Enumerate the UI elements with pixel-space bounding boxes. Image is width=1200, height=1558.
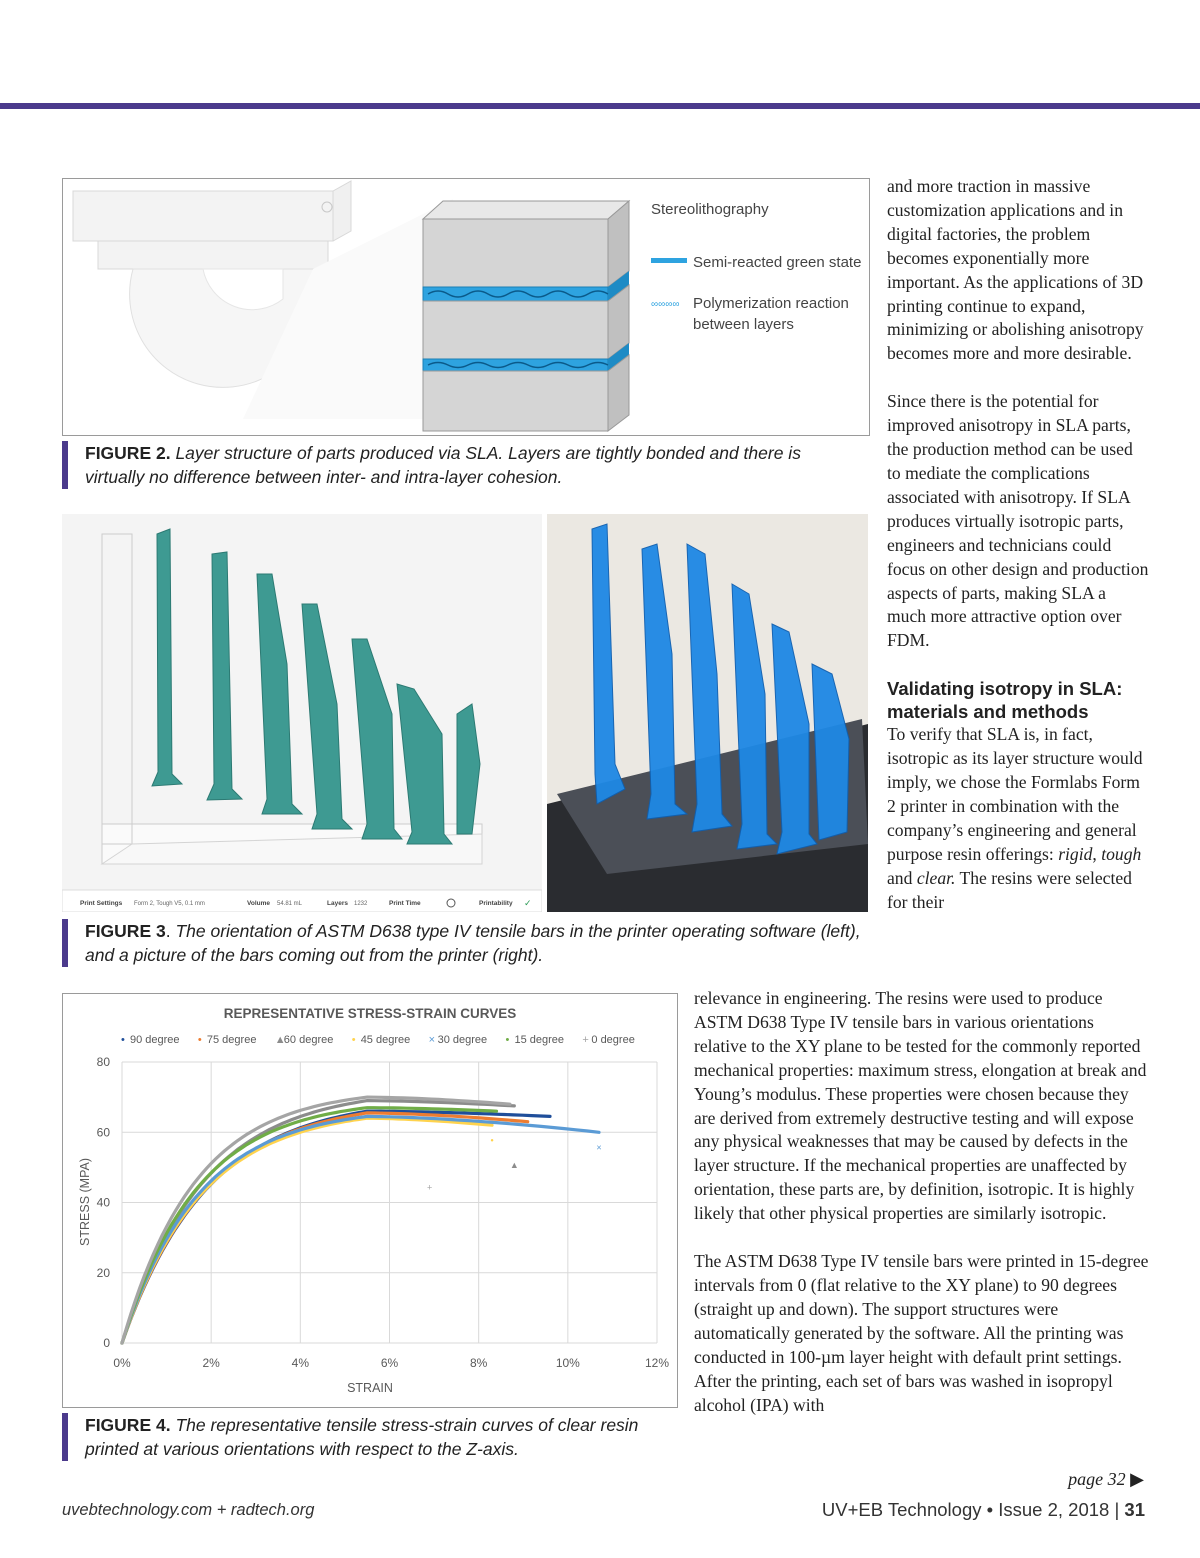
x-tick-label: 4% bbox=[291, 1356, 310, 1370]
paragraph-4: relevance in engineering. The resins were used to produce ASTM D638 Type IV tensile bars in various orientations relative to the XY plane to be tested for the commonly reported mechanical properties: maximum stress, elongation at break and Young’s modulus. These properties were chosen because they are derived from extremely destructive testing and will expose any physical weaknesses that may be caused by defects in the layer structure. If the mechanical properties are unaffected by orientation, these parts are, by definition, isotropic. It is highly likely that other physical properties are similarly isotropic. bbox=[694, 988, 1147, 1224]
print-time-label: Print Time bbox=[389, 900, 421, 907]
legend-marker: + bbox=[582, 1034, 589, 1046]
figure-3-caption: FIGURE 3. The orientation of ASTM D638 type IV tensile bars in the printer operating software (left), and a picture of the bars coming out from the printer (right). bbox=[62, 919, 875, 967]
figure-3-software-view bbox=[62, 514, 542, 912]
y-tick-label: 40 bbox=[96, 1195, 110, 1210]
legend-entry: 15 degree bbox=[514, 1034, 565, 1046]
legend-entry: 30 degree bbox=[437, 1034, 488, 1046]
break-point-marker: ▲ bbox=[509, 1159, 519, 1170]
legend-entry: 60 degree bbox=[283, 1034, 334, 1046]
y-tick-label: 0 bbox=[103, 1336, 110, 1350]
chart-legend bbox=[121, 1034, 635, 1046]
curve-45-degree bbox=[122, 1118, 492, 1343]
legend-poly-2: between layers bbox=[693, 316, 794, 333]
paragraph-5: The ASTM D638 Type IV tensile bars were printed in 15-degree intervals from 0 (flat relative to the XY plane) to 90 degrees (straight up and down). The support structures were automatically generated by the software. All the printing was conducted in 100-µm layer height with default print settings. After the printing, each set of bars was washed in isopropyl alcohol (IPA) with bbox=[694, 1251, 1149, 1415]
paragraph-1: and more traction in massive customization applications and in digital factories, the problem becomes exponentially more important. As the applications of 3D printing continue to expand, minimizing or abolishing anisotropy becomes more and more desirable. bbox=[887, 176, 1144, 364]
legend-marker: × bbox=[428, 1034, 436, 1046]
curve-30-degree bbox=[122, 1116, 602, 1343]
legend-poly-1: Polymerization reaction bbox=[693, 295, 849, 312]
layers-value: 1232 bbox=[354, 901, 368, 907]
y-tick-label: 80 bbox=[96, 1055, 110, 1069]
printability-label: Printability bbox=[479, 900, 513, 907]
layer-stack bbox=[423, 201, 629, 431]
volume-value: 54.81 mL bbox=[277, 901, 303, 907]
curve-75-degree bbox=[122, 1113, 528, 1343]
layers-label: Layers bbox=[327, 900, 348, 907]
x-tick-label: 10% bbox=[555, 1356, 580, 1370]
figure-2-box bbox=[62, 178, 870, 436]
body-column-wide bbox=[694, 987, 1150, 1417]
stress-strain-chart bbox=[63, 994, 677, 1407]
x-tick-label: 12% bbox=[644, 1356, 670, 1370]
legend-entry: 45 degree bbox=[360, 1034, 411, 1046]
semi-reacted-swatch bbox=[651, 258, 687, 263]
x-tick-label: 8% bbox=[469, 1356, 488, 1370]
y-axis-label: STRESS (MPA) bbox=[78, 1158, 92, 1246]
chart-title: REPRESENTATIVE STRESS-STRAIN CURVES bbox=[223, 1006, 517, 1021]
legend-marker: ▲ bbox=[274, 1034, 286, 1046]
x-axis-label: STRAIN bbox=[347, 1381, 393, 1395]
legend-entry: 75 degree bbox=[206, 1034, 257, 1046]
print-settings-label: Print Settings bbox=[80, 900, 123, 907]
legend-marker: • bbox=[505, 1034, 510, 1046]
diagram-title: Stereolithography bbox=[651, 201, 769, 218]
section-heading: Validating isotropy in SLA: materials and methods bbox=[887, 678, 1123, 723]
y-tick-label: 60 bbox=[96, 1125, 110, 1140]
legend-marker: • bbox=[121, 1034, 125, 1046]
y-tick-label: 20 bbox=[96, 1265, 110, 1280]
volume-label: Volume bbox=[247, 900, 270, 907]
paragraph-3: To verify that SLA is, in fact, isotropic as its layer structure would imply, we chose the Formlabs Form 2 printer in combination with the company’s engineering and general purpose resin offerings: rigid, tough and clear. The resins were selected for their bbox=[887, 724, 1143, 912]
figure-4-chart bbox=[62, 993, 678, 1408]
legend-marker: • bbox=[197, 1034, 202, 1046]
x-tick-label: 6% bbox=[380, 1356, 399, 1370]
x-tick-label: 0% bbox=[113, 1356, 131, 1370]
page-number: 31 bbox=[1124, 1499, 1145, 1520]
continued-link[interactable]: page 32 ▶ bbox=[1068, 1469, 1144, 1489]
sla-layer-diagram bbox=[63, 179, 869, 435]
check-icon: ✓ bbox=[524, 898, 532, 908]
legend-marker: • bbox=[351, 1034, 356, 1046]
header-rule bbox=[0, 103, 1200, 109]
polymerization-swatch: ∞∞∞∞ bbox=[651, 299, 680, 310]
print-settings-value[interactable]: Form 2, Tough V5, 0.1 mm bbox=[134, 901, 205, 907]
break-point-marker: • bbox=[490, 1135, 494, 1146]
figure-3-photo bbox=[547, 514, 868, 912]
figure-2-caption: FIGURE 2. Layer structure of parts produced via SLA. Layers are tightly bonded and there is virtually no difference between inter- and intra-layer cohesion. bbox=[62, 441, 855, 489]
paragraph-2: Since there is the potential for improved anisotropy in SLA parts, the production method can be used to mediate the complications associated with anisotropy. If SLA produces virtually isotropic parts, engineers and technicians could focus on other design and production aspects of parts, making SLA a much more attractive option over FDM. bbox=[887, 391, 1149, 651]
legend-semi: Semi-reacted green state bbox=[693, 254, 862, 271]
body-column-right bbox=[887, 175, 1149, 914]
footer-websites[interactable]: uvebtechnology.com + radtech.org bbox=[62, 1501, 315, 1519]
figure-4-caption: FIGURE 4. The representative tensile stress-strain curves of clear resin printed at various orientations with respect to the Z-axis. bbox=[62, 1413, 685, 1461]
legend-entry: 90 degree bbox=[130, 1034, 180, 1046]
arrow-right-icon: ▶ bbox=[1130, 1469, 1144, 1489]
break-point-marker: + bbox=[426, 1182, 433, 1193]
break-point-marker: × bbox=[596, 1142, 602, 1153]
legend-entry: 0 degree bbox=[591, 1034, 635, 1046]
footer-publication: UV+EB Technology • Issue 2, 2018 | 31 bbox=[821, 1499, 1145, 1520]
x-tick-label: 2% bbox=[202, 1356, 220, 1370]
curve-90-degree bbox=[122, 1111, 550, 1343]
